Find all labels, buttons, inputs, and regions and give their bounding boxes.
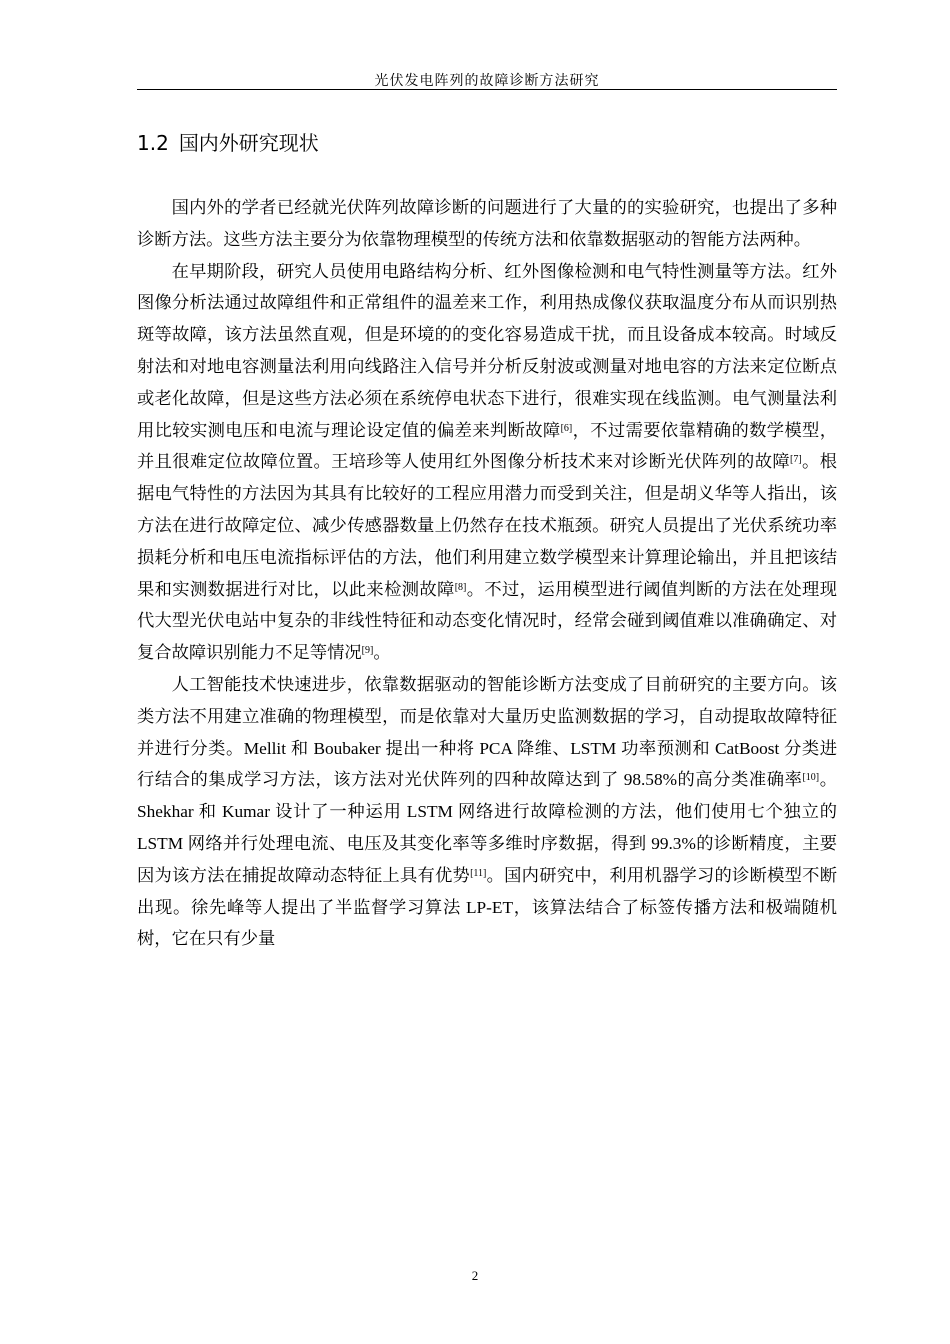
- text-run: ，不过需要依靠精确的数学模型，并且很难定位故障位置。王培珍等人使用红外图像分析技术来对诊断光伏阵列的故障: [137, 420, 837, 472]
- header-rule: [137, 89, 837, 90]
- citation-ref: [9]: [361, 645, 374, 657]
- text-run: 。国内研究中，利用机器学习的诊断模型不断出现。徐先峰等人提出了半监督学习算法 LP-ET，该算法结合了标签传播方法和极端随机树，它在只有少量: [137, 865, 837, 949]
- text-run: 人工智能技术快速进步，依靠数据驱动的智能诊断方法变成了目前研究的主要方向。该类方法不用建立准确的物理模型，而是依靠对大量历史监测数据的学习，自动提取故障特征并进行分类。Mellit 和 Boubaker 提出一种将 PCA 降维、LSTM 功率预测和 CatBoost 分类进行结合的集成学习方法，该方法对光伏阵列的四种故障达到了 98.58%的高分类准确率: [137, 674, 837, 790]
- citation-ref: [7]: [790, 454, 802, 466]
- citation-ref: [10]: [802, 772, 820, 784]
- citation-ref: [11]: [470, 867, 487, 879]
- citation-ref: [8]: [454, 581, 467, 593]
- citation-ref: [6]: [560, 422, 573, 434]
- section-number: 1.2: [137, 131, 169, 155]
- paragraph: [137, 192, 837, 256]
- text-run: 在早期阶段，研究人员使用电路结构分析、红外图像检测和电气特性测量等方法。红外图像分析法通过故障组件和正常组件的温差来工作，利用热成像仪获取温度分布从而识别热斑等故障，该方法虽然直观，但是环境的的变化容易造成干扰，而且设备成本较高。时域反射法和对地电容测量法利用向线路注入信号并分析反射波或测量对地电容的方法来定位断点或老化故障，但是这些方法必须在系统停电状态下进行，很难实现在线监测。电气测量法利用比较实测电压和电流与理论设定值的偏差来判断故障: [137, 261, 837, 440]
- section-heading: [137, 127, 319, 156]
- text-run: 。: [373, 643, 391, 663]
- page-number: 2: [471, 1268, 479, 1283]
- text-run: 国内外的学者已经就光伏阵列故障诊断的问题进行了大量的的实验研究，也提出了多种诊断方法。这些方法主要分为依靠物理模型的传统方法和依靠数据驱动的智能方法两种。: [137, 198, 837, 249]
- paragraph: [137, 669, 837, 955]
- section-title: 国内外研究现状: [178, 131, 319, 155]
- text-run: 。Shekhar 和 Kumar 设计了一种运用 LSTM 网络进行故障检测的方法，他们使用七个独立的 LSTM 网络并行处理电流、电压及其变化率等多维时序数据，得到 99.3%的诊断精度，主要因为该方法在捕捉故障动态特征上具有优势: [137, 770, 837, 885]
- running-header: 光伏发电阵列的故障诊断方法研究: [374, 73, 600, 89]
- body-text: [137, 192, 837, 955]
- paragraph: [137, 256, 837, 669]
- text-run: 。不过，运用模型进行阈值判断的方法在处理现代大型光伏电站中复杂的非线性特征和动态变化情况时，经常会碰到阈值难以准确确定、对复合故障识别能力不足等情况: [137, 579, 837, 663]
- text-run: 。根据电气特性的方法因为其具有比较好的工程应用潜力而受到关注，但是胡义华等人指出，该方法在进行故障定位、减少传感器数量上仍然存在技术瓶颈。研究人员提出了光伏系统功率损耗分析和电压电流指标评估的方法，他们利用建立数学模型来计算理论输出，并且把该结果和实测数据进行对比，以此来检测故障: [137, 452, 837, 599]
